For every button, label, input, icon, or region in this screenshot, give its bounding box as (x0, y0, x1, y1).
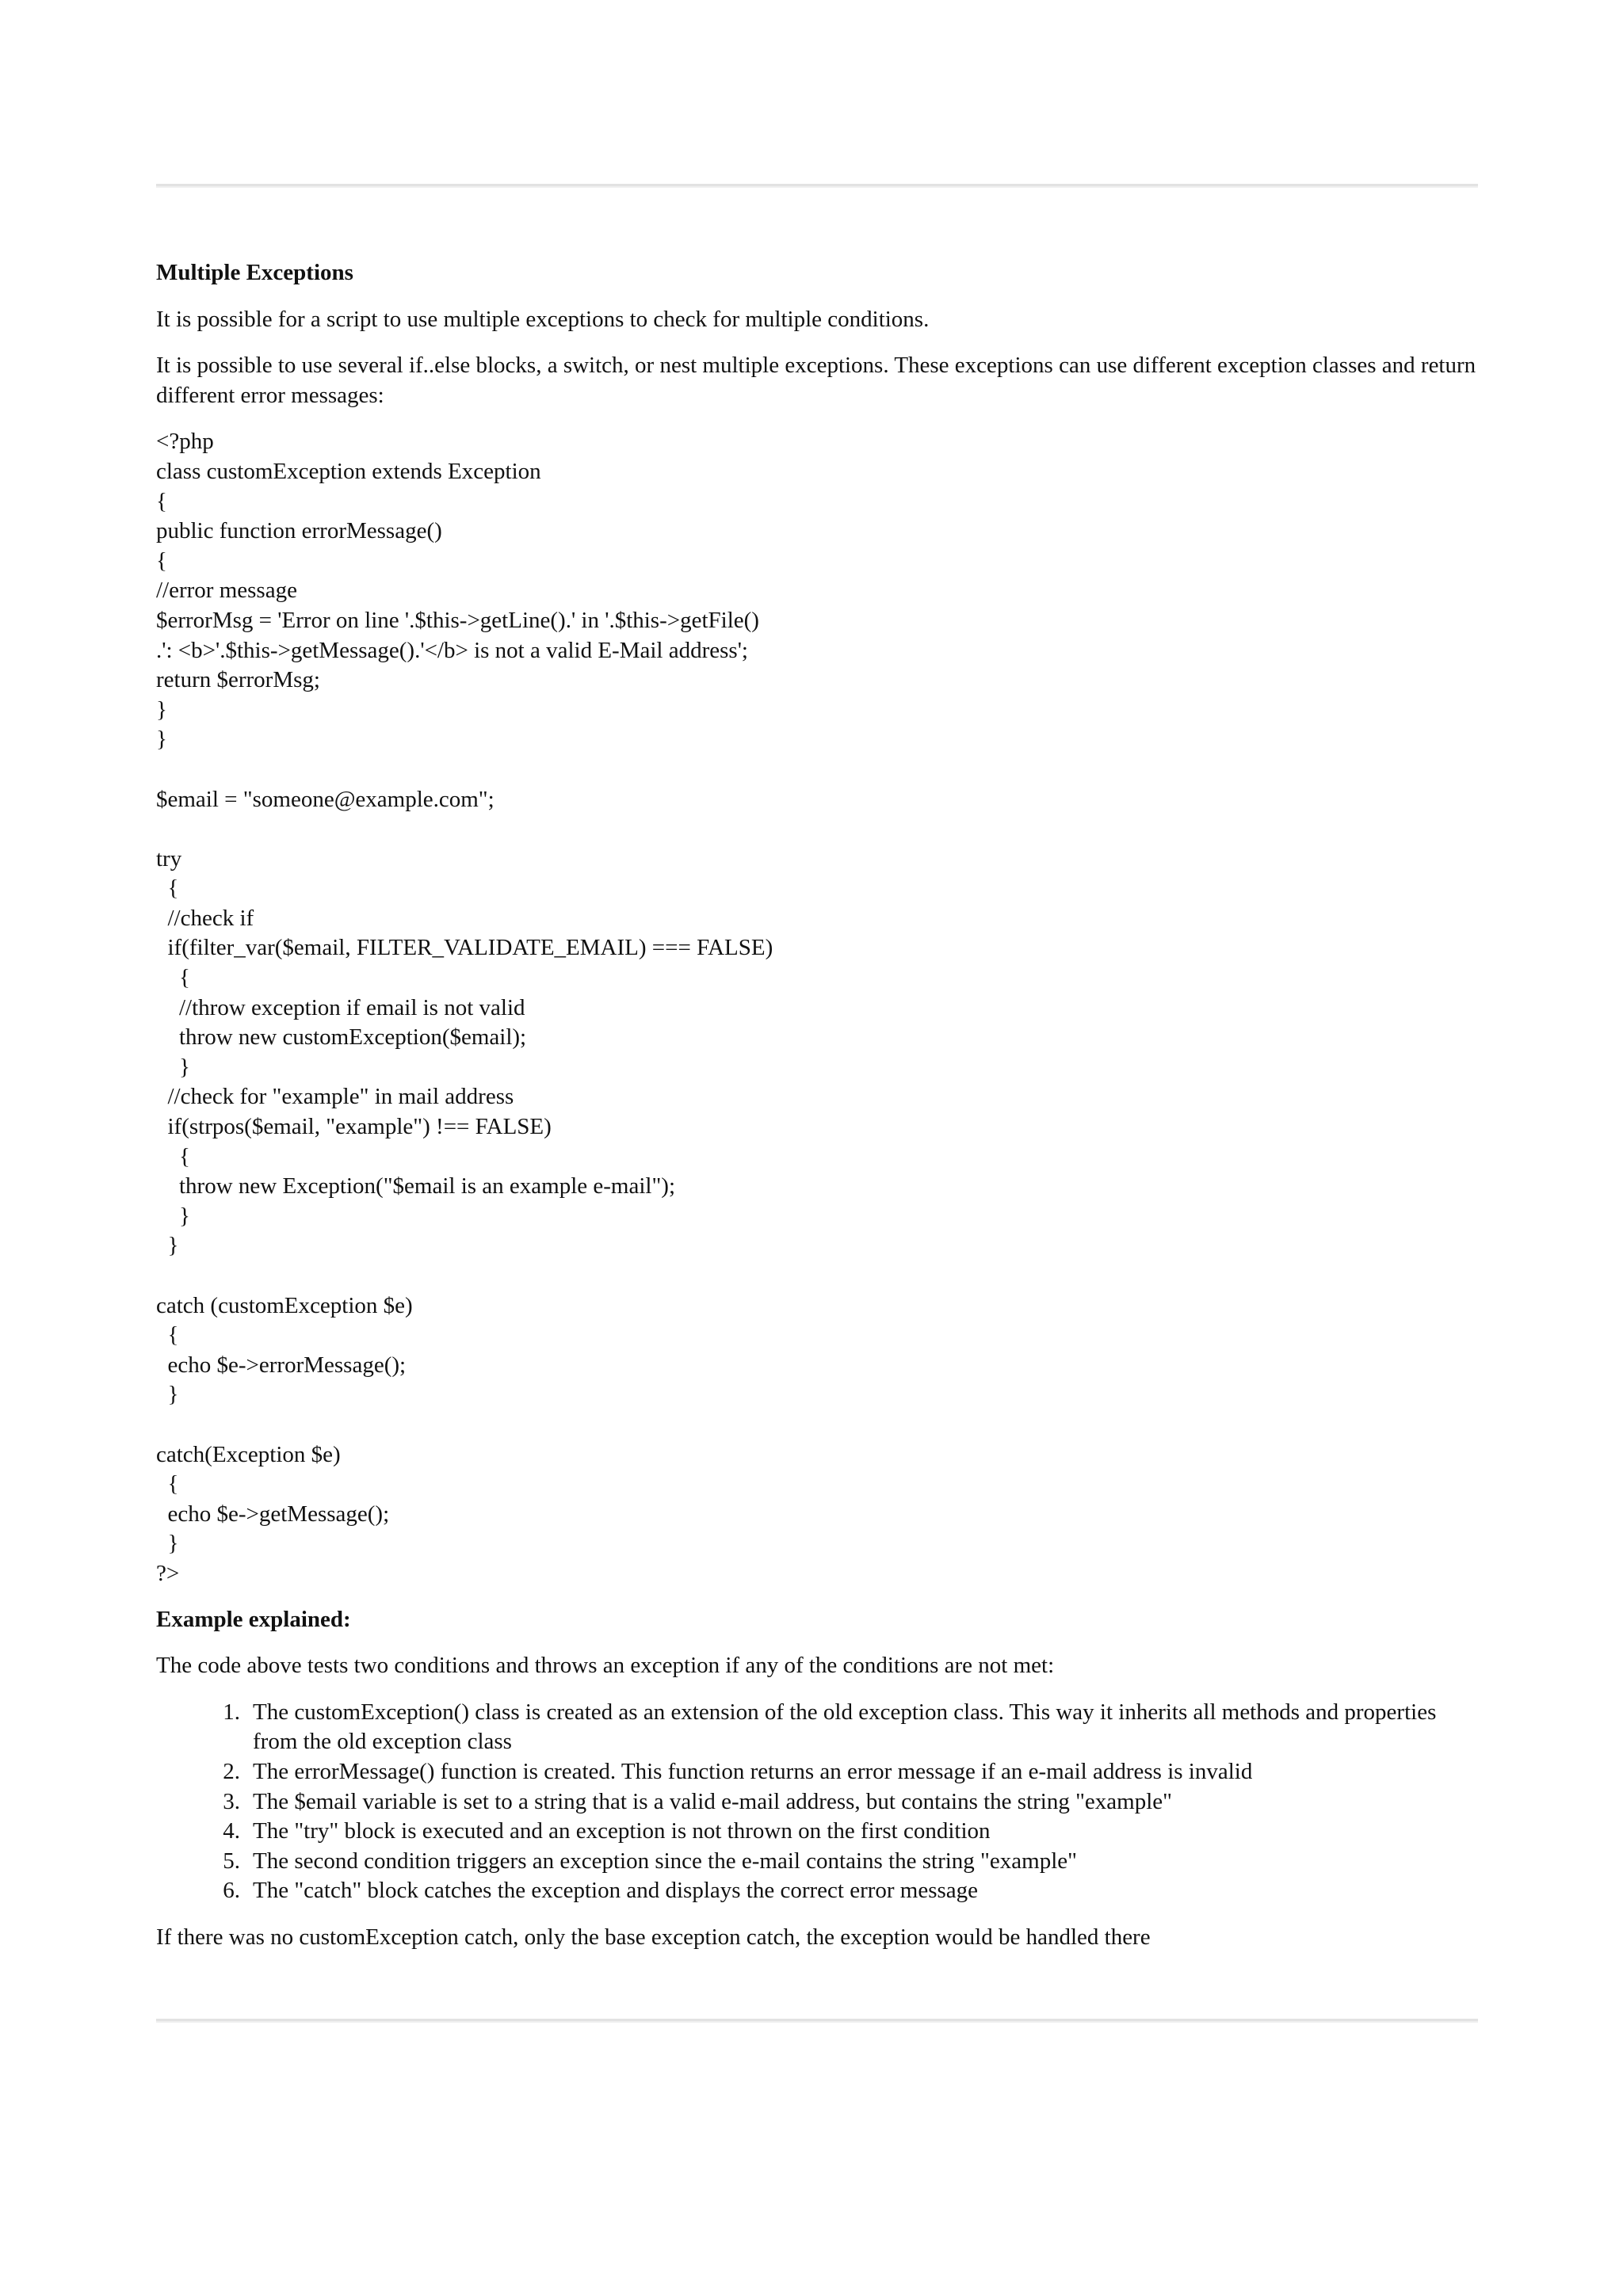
explained-title: Example explained: (156, 1606, 351, 1632)
list-item (156, 1876, 1478, 1906)
section-title: Multiple Exceptions (156, 260, 353, 285)
code-line (156, 1261, 1478, 1291)
code-line: } (156, 1054, 190, 1080)
list-item (156, 1698, 1478, 1757)
code-line: echo $e->getMessage(); (156, 1501, 390, 1527)
code-line: { (156, 488, 167, 514)
code-line: return $errorMsg; (156, 667, 320, 693)
code-line: .': <b>'.$this->getMessage().'</b> is not a valid E-Mail address'; (156, 637, 748, 663)
list-item-text: The $email variable is set to a string that is a valid e-mail address, but contains the string "example" (253, 1788, 1172, 1814)
list-item (156, 1847, 1478, 1877)
code-line: public function errorMessage() (156, 518, 442, 544)
code-line: $email = "someone@example.com"; (156, 786, 495, 812)
code-block (156, 427, 1478, 1589)
document-content (156, 258, 1478, 1969)
top-divider (156, 184, 1478, 188)
code-line: } (156, 1203, 190, 1229)
list-item-number: 2. (223, 1758, 240, 1784)
list-item-number: 5. (223, 1848, 240, 1874)
list-item (156, 1817, 1478, 1847)
list-item (156, 1787, 1478, 1817)
list-item-number: 4. (223, 1818, 240, 1844)
code-line: } (156, 1233, 179, 1259)
code-line: { (156, 1322, 179, 1348)
code-line: } (156, 727, 167, 753)
code-line: { (156, 875, 179, 902)
code-line: { (156, 1143, 190, 1169)
code-line: class customException extends Exception (156, 458, 541, 484)
code-line: catch(Exception $e) (156, 1441, 341, 1467)
code-line: { (156, 1471, 179, 1497)
intro-paragraph-2: It is possible to use several if..else blocks, a switch, or nest multiple exceptions. These exceptions can use different exception classes and return different error messages: (156, 353, 1476, 408)
list-item-number: 3. (223, 1788, 240, 1814)
list-item-text: The customException() class is created as an extension of the old exception class. This way it inherits all methods and properties from the old exception class (253, 1699, 1437, 1755)
list-item-text: The "catch" block catches the exception and displays the correct error message (253, 1878, 979, 1904)
code-line: { (156, 547, 167, 574)
code-line (156, 755, 1478, 785)
list-item (156, 1757, 1478, 1787)
code-line: ?> (156, 1560, 180, 1586)
code-line: echo $e->errorMessage(); (156, 1352, 407, 1378)
code-line: try (156, 845, 182, 871)
code-line: throw new Exception("$email is an example e-mail"); (156, 1173, 676, 1199)
code-line: if(filter_var($email, FILTER_VALIDATE_EMAIL) === FALSE) (156, 935, 773, 961)
code-line: throw new customException($email); (156, 1024, 527, 1051)
code-line: } (156, 1531, 179, 1557)
code-line: //throw exception if email is not valid (156, 994, 525, 1020)
code-line: if(strpos($email, "example") !== FALSE) (156, 1114, 552, 1140)
list-item-number: 6. (223, 1878, 240, 1904)
closing-paragraph: If there was no customException catch, only the base exception catch, the exception would be handled there (156, 1924, 1151, 1950)
code-line: { (156, 965, 190, 991)
code-line: //check if (156, 905, 254, 931)
code-line: catch (customException $e) (156, 1292, 413, 1318)
steps-list (156, 1698, 1478, 1906)
list-item-text: The errorMessage() function is created. This function returns an error message if an e-mail address is invalid (253, 1758, 1253, 1784)
code-line (156, 1410, 1478, 1440)
code-line: //check for "example" in mail address (156, 1084, 514, 1110)
list-item-text: The "try" block is executed and an exception is not thrown on the first condition (253, 1818, 991, 1844)
code-line: } (156, 1382, 179, 1408)
code-line: $errorMsg = 'Error on line '.$this->getLine().' in '.$this->getFile() (156, 607, 759, 633)
list-item-text: The second condition triggers an exception since the e-mail contains the string "example" (253, 1848, 1077, 1874)
explained-intro: The code above tests two conditions and throws an exception if any of the conditions are not met: (156, 1653, 1055, 1679)
list-item-number: 1. (223, 1699, 240, 1725)
intro-paragraph-1: It is possible for a script to use multiple exceptions to check for multiple conditions. (156, 306, 930, 332)
code-line: } (156, 696, 167, 723)
code-line (156, 814, 1478, 845)
code-line: <?php (156, 429, 214, 455)
code-line: //error message (156, 578, 297, 604)
bottom-divider (156, 2019, 1478, 2023)
